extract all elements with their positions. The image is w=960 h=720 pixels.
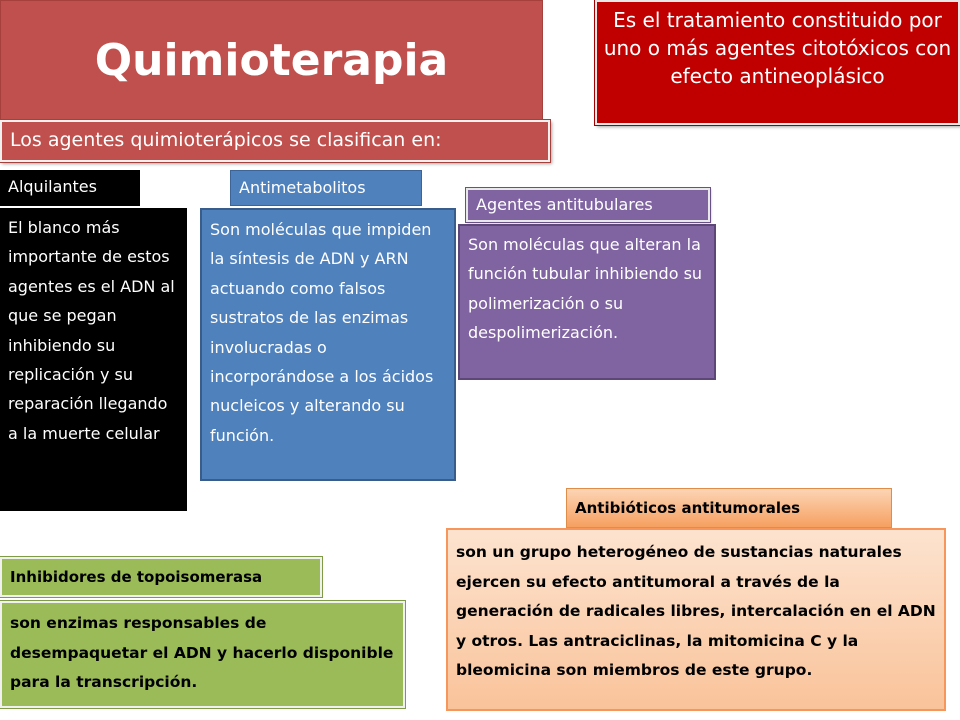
definition-box: [595, 0, 960, 125]
topoisomerasa-label: Inhibidores de topoisomerasa: [0, 557, 322, 597]
classification-heading: Los agentes quimioterápicos se clasifican en:: [0, 120, 550, 162]
title-block: [0, 0, 543, 120]
antimetabolitos-label: Antimetabolitos: [230, 170, 422, 206]
antibioticos-label: Antibióticos antitumorales: [566, 488, 892, 528]
topoisomerasa-description: son enzimas responsables de desempaquetar el ADN y hacerlo disponible para la transcripción.: [0, 601, 405, 708]
antimetabolitos-description: Son moléculas que impiden la síntesis de ADN y ARN actuando como falsos sustratos de las enzimas involucradas o incorporándose a los ácidos nucleicos y alterando su función.: [200, 208, 456, 481]
antibioticos-description: son un grupo heterogéneo de sustancias naturales ejercen su efecto antitumoral a través de la generación de radicales libres, intercalación en el ADN y otros. Las antraciclinas, la mitomicina C y la bleomicina son miembros de este grupo.: [446, 528, 946, 711]
antitubulares-description: Son moléculas que alteran la función tubular inhibiendo su polimerización o su despolimerización.: [458, 224, 716, 380]
alquilantes-description: El blanco más importante de estos agentes es el ADN al que se pegan inhibiendo su replicación y su reparación llegando a la muerte celular: [0, 208, 187, 511]
slide-title: Quimioterapia: [94, 34, 449, 86]
alquilantes-label: Alquilantes: [0, 170, 140, 206]
antitubulares-label: Agentes antitubulares: [466, 188, 710, 222]
definition-text: Es el tratamiento constituido por uno o más agentes citotóxicos con efecto antineoplásico: [603, 8, 952, 88]
